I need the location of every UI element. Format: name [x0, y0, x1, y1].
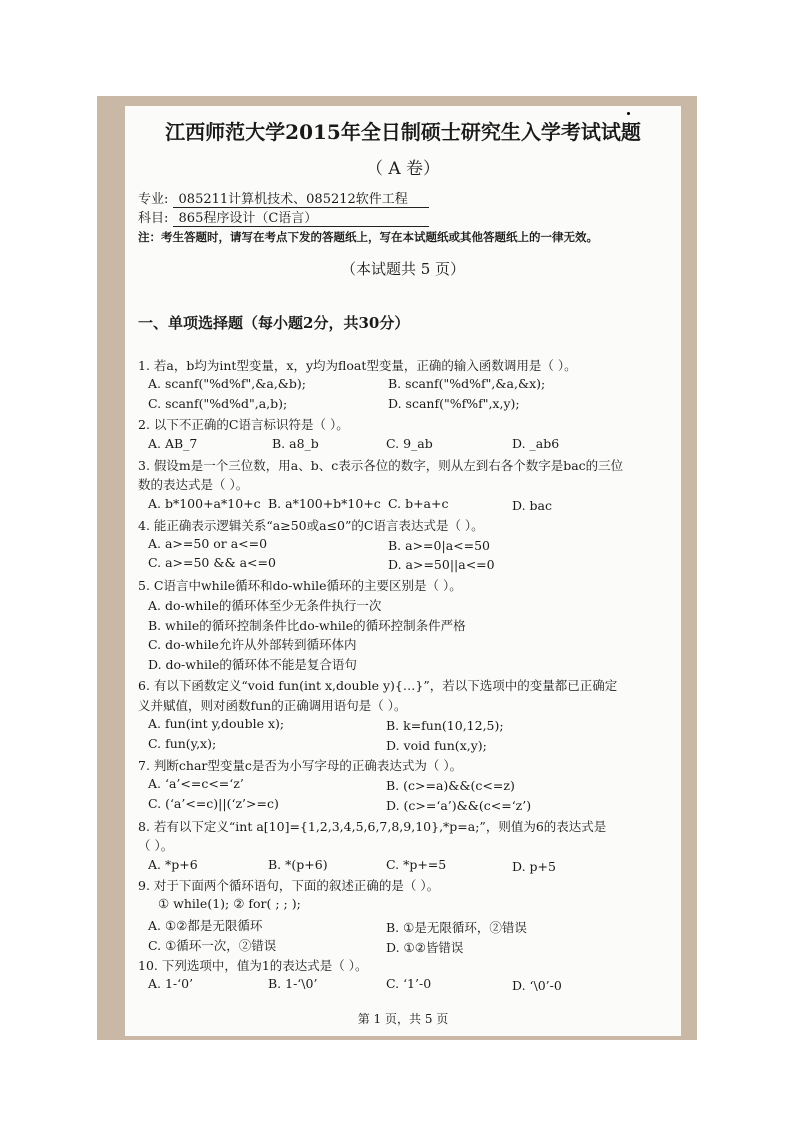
option-c: C. a>=50 && a<=0 — [148, 555, 276, 570]
question-stem: 5. C语言中while循环和do-while循环的主要区别是（ ）。 — [138, 578, 462, 593]
option-b: B. 1-‘\0’ — [268, 976, 318, 991]
option-b: B. *(p+6) — [268, 857, 328, 872]
option-a: A. 1-‘0’ — [148, 976, 194, 991]
question-stem: 1. 若a，b均为int型变量，x，y均为float型变量，正确的输入函数调用是（ ）。 — [138, 358, 577, 373]
option-b: B. k=fun(10,12,5); — [386, 718, 504, 733]
option-d: D. bac — [512, 498, 552, 513]
option-b: B. a>=0|a<=50 — [388, 538, 491, 553]
question-stem-cont: 义并赋值，则对函数fun的正确调用语句是（ ）。 — [138, 698, 407, 713]
question-code: ① while(1); ② for( ; ; ); — [158, 896, 301, 911]
section-title: 一、单项选择题（每小题2分，共30分） — [138, 314, 410, 332]
option-d: D. _ab6 — [512, 436, 560, 451]
option-c: C. scanf("%d%d",a,b); — [148, 396, 288, 411]
major-label: 专业: — [138, 192, 169, 207]
option-a: A. fun(int y,double x); — [148, 716, 285, 731]
subject-value: 865程序设计（C语言） — [173, 207, 429, 227]
exam-title: 江西师范大学2015年全日制硕士研究生入学考试试题 — [165, 120, 641, 144]
question-stem: 8. 若有以下定义“int a[10]={1,2,3,4,5,6,7,8,9,10},*p=a;”，则值为6的表达式是 — [138, 819, 607, 834]
option-a: A. *p+6 — [148, 857, 198, 872]
option-b: B. a*100+b*10+c — [268, 496, 381, 511]
question-stem: 10. 下列选项中，值为1的表达式是（ ）。 — [138, 958, 368, 973]
option-d: D. (c>=‘a’)&&(c<=‘z’) — [386, 798, 532, 813]
question-stem: 4. 能正确表示逻辑关系“a≥50或a≤0”的C语言表达式是（ ）。 — [138, 518, 484, 533]
question-stem: 9. 对于下面两个循环语句，下面的叙述正确的是（ ）。 — [138, 878, 440, 893]
question-stem-cont: （ ）。 — [138, 838, 174, 853]
option-d: D. a>=50||a<=0 — [388, 557, 495, 572]
option-c: C. b+a+c — [388, 496, 449, 511]
question-stem-cont: 数的表达式是（ ）。 — [138, 477, 249, 492]
exam-volume: （ A 卷） — [365, 159, 441, 179]
page-footer: 第 1 页，共 5 页 — [357, 1012, 449, 1026]
question-stem: 3. 假设m是一个三位数，用a、b、c表示各位的数字，则从左到右各个数字是bac的三位 — [138, 458, 624, 473]
question-stem: 6. 有以下函数定义“void fun(int x,double y){…}”，若以下选项中的变量都已正确定 — [138, 678, 618, 693]
option-d: D. ①②皆错误 — [386, 940, 464, 955]
option-c: C. ‘1’-0 — [386, 976, 432, 991]
page-count: （本试题共 5 页） — [340, 260, 466, 278]
option-b: B. scanf("%d%f",&a,&x); — [388, 376, 546, 391]
option-c: C. do-while允许从外部转到循环体内 — [148, 637, 357, 652]
option-c: C. fun(y,x); — [148, 736, 217, 751]
option-a: A. ‘a’<=c<=‘z’ — [148, 776, 244, 791]
option-a: A. scanf("%d%f",&a,&b); — [148, 376, 307, 391]
option-b: B. a8_b — [272, 436, 319, 451]
option-d: D. ‘\0’-0 — [512, 978, 562, 993]
major-line — [138, 188, 429, 208]
option-d: D. do-while的循环体不能是复合语句 — [148, 657, 357, 672]
option-d: D. scanf("%f%f",x,y); — [388, 396, 520, 411]
option-a: A. a>=50 or a<=0 — [148, 536, 268, 551]
option-c: C. 9_ab — [386, 436, 433, 451]
option-c: C. *p+=5 — [386, 857, 447, 872]
major-value: 085211计算机技术、085212软件工程 — [173, 188, 429, 208]
option-a: A. b*100+a*10+c — [148, 496, 261, 511]
option-a: A. do-while的循环体至少无条件执行一次 — [148, 598, 382, 613]
subject-label: 科目: — [138, 211, 169, 226]
subject-line — [138, 207, 429, 227]
option-c: C. ①循环一次，②错误 — [148, 938, 277, 953]
option-b: B. while的循环控制条件比do-while的循环控制条件严格 — [148, 618, 466, 633]
question-stem: 2. 以下不正确的C语言标识符是（ ）。 — [138, 417, 349, 432]
ink-dot — [627, 112, 630, 115]
option-a: A. AB_7 — [148, 436, 198, 451]
option-d: D. p+5 — [512, 859, 556, 874]
option-d: D. void fun(x,y); — [386, 738, 487, 753]
option-b: B. ①是无限循环，②错误 — [386, 920, 527, 935]
question-stem: 7. 判断char型变量c是否为小写字母的正确表达式为（ ）。 — [138, 758, 463, 773]
option-b: B. (c>=a)&&(c<=z) — [386, 778, 515, 793]
option-a: A. ①②都是无限循环 — [148, 918, 263, 933]
option-c: C. (‘a’<=c)||(‘z’>=c) — [148, 796, 279, 811]
exam-note: 注：考生答题时，请写在考点下发的答题纸上，写在本试题纸或其他答题纸上的一律无效。 — [138, 230, 598, 244]
